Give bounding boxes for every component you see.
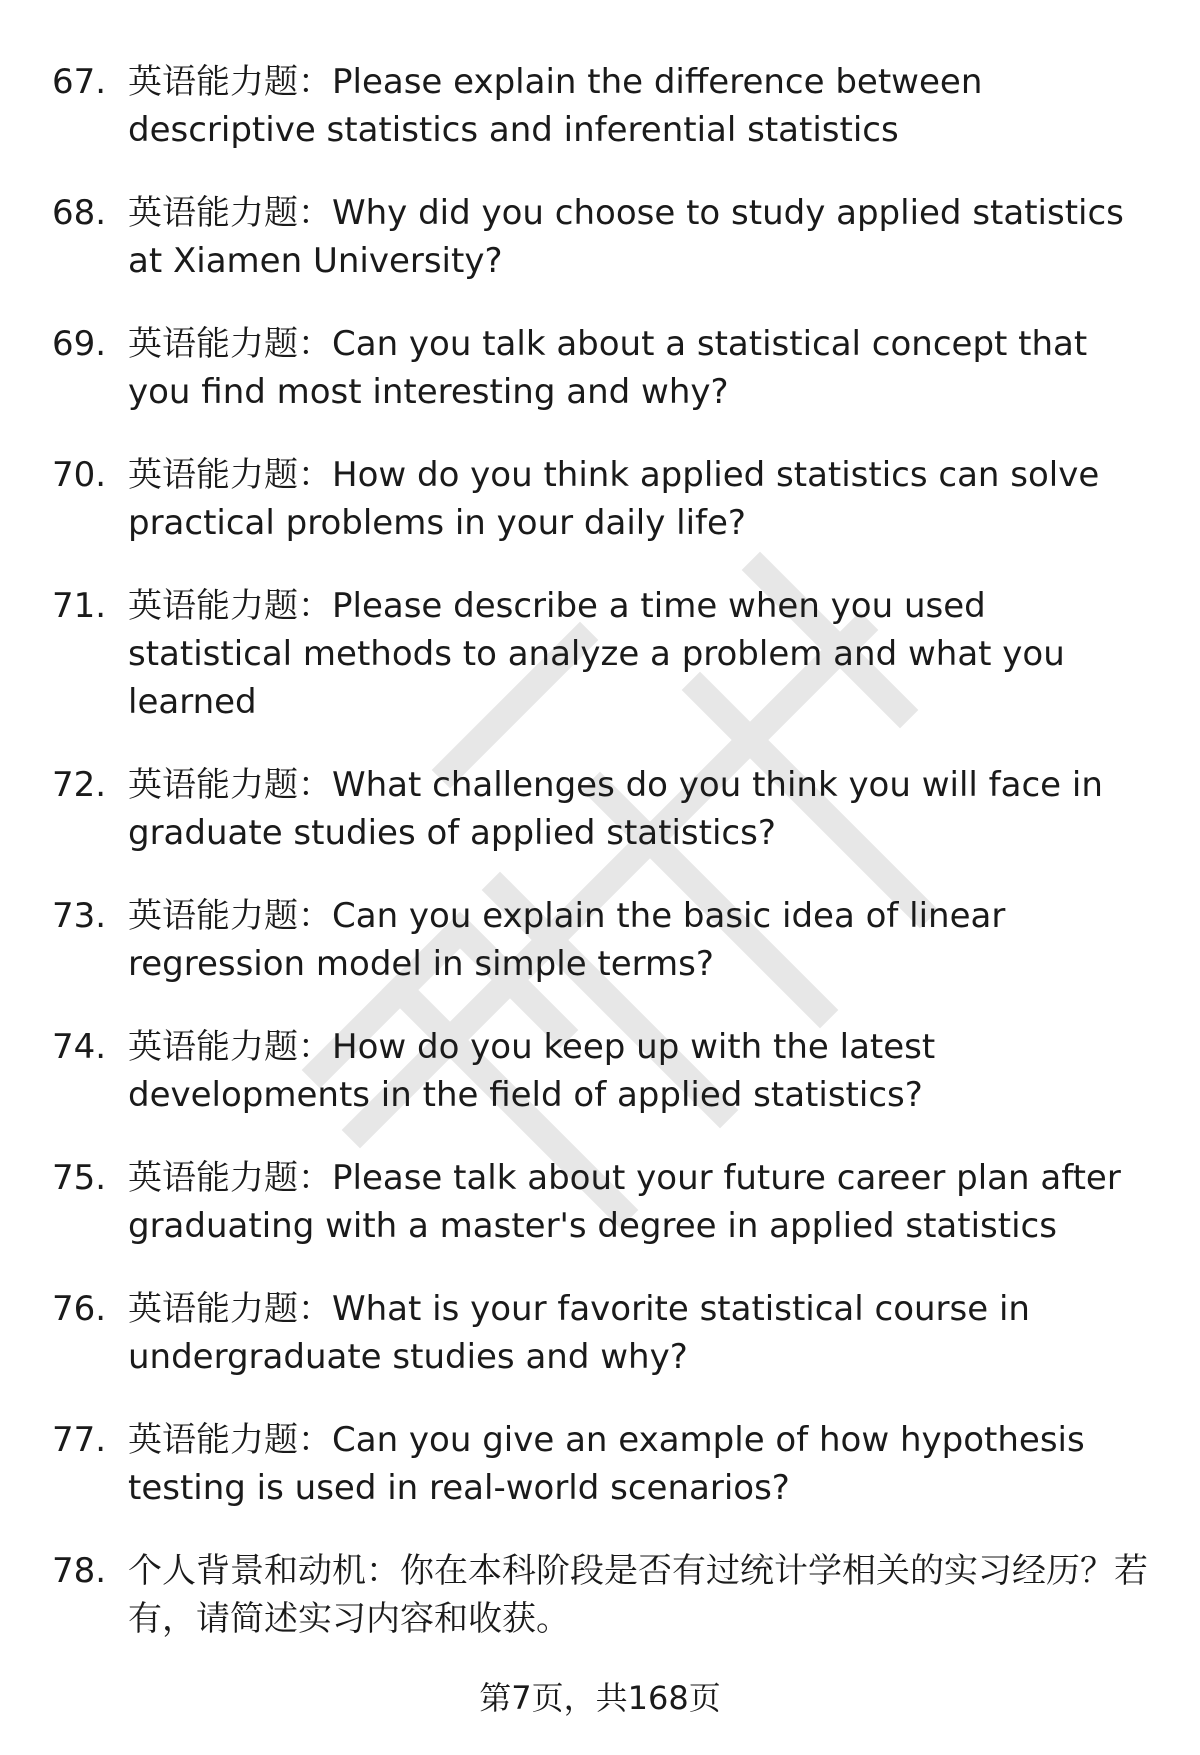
list-item (0, 1416, 1200, 1512)
list-item (0, 582, 1200, 726)
question-number: 77. (52, 1420, 107, 1460)
list-item (0, 1547, 1200, 1643)
page-number-footer: 第7页，共168页 (479, 1679, 721, 1717)
question-text: 英语能力题：Please describe a time when you used statistical methods to analyze a problem and what you learned (128, 586, 1065, 722)
question-text: 英语能力题：How do you keep up with the latest developments in the field of applied statistics? (128, 1027, 936, 1115)
question-number: 76. (52, 1289, 107, 1329)
question-text: 英语能力题：What challenges do you think you will face in graduate studies of applied statistics? (128, 765, 1103, 853)
question-number: 72. (52, 765, 107, 805)
list-item (0, 320, 1200, 416)
question-number: 70. (52, 455, 107, 495)
question-number: 71. (52, 586, 107, 626)
list-item (0, 1285, 1200, 1381)
list-item (0, 451, 1200, 547)
list-item (0, 1154, 1200, 1250)
list-item (0, 58, 1200, 154)
question-text: 英语能力题：Can you talk about a statistical concept that you find most interesting and why? (128, 324, 1088, 412)
question-text: 英语能力题：Why did you choose to study applied statistics at Xiamen University? (128, 193, 1124, 281)
question-text: 英语能力题：Can you explain the basic idea of linear regression model in simple terms? (128, 896, 1006, 984)
question-text: 个人背景和动机：你在本科阶段是否有过统计学相关的实习经历？若有，请简述实习内容和收获。 (128, 1551, 1148, 1639)
question-text: 英语能力题：Please talk about your future career plan after graduating with a master's degree in applied statistics (128, 1158, 1121, 1246)
question-text: 英语能力题：Please explain the difference between descriptive statistics and inferential statistics (128, 62, 983, 150)
question-number: 74. (52, 1027, 107, 1067)
question-text: 英语能力题：What is your favorite statistical course in undergraduate studies and why? (128, 1289, 1030, 1377)
list-item (0, 761, 1200, 857)
question-number: 73. (52, 896, 107, 936)
question-number: 69. (52, 324, 107, 364)
question-text: 英语能力题：How do you think applied statistics can solve practical problems in your daily life? (128, 455, 1100, 543)
list-item (0, 1023, 1200, 1119)
list-item (0, 189, 1200, 285)
list-item (0, 892, 1200, 988)
question-number: 67. (52, 62, 107, 102)
question-list (0, 58, 1200, 1678)
question-number: 78. (52, 1551, 107, 1591)
question-number: 68. (52, 193, 107, 233)
question-text: 英语能力题：Can you give an example of how hypothesis testing is used in real-world scenarios? (128, 1420, 1085, 1508)
question-number: 75. (52, 1158, 107, 1198)
